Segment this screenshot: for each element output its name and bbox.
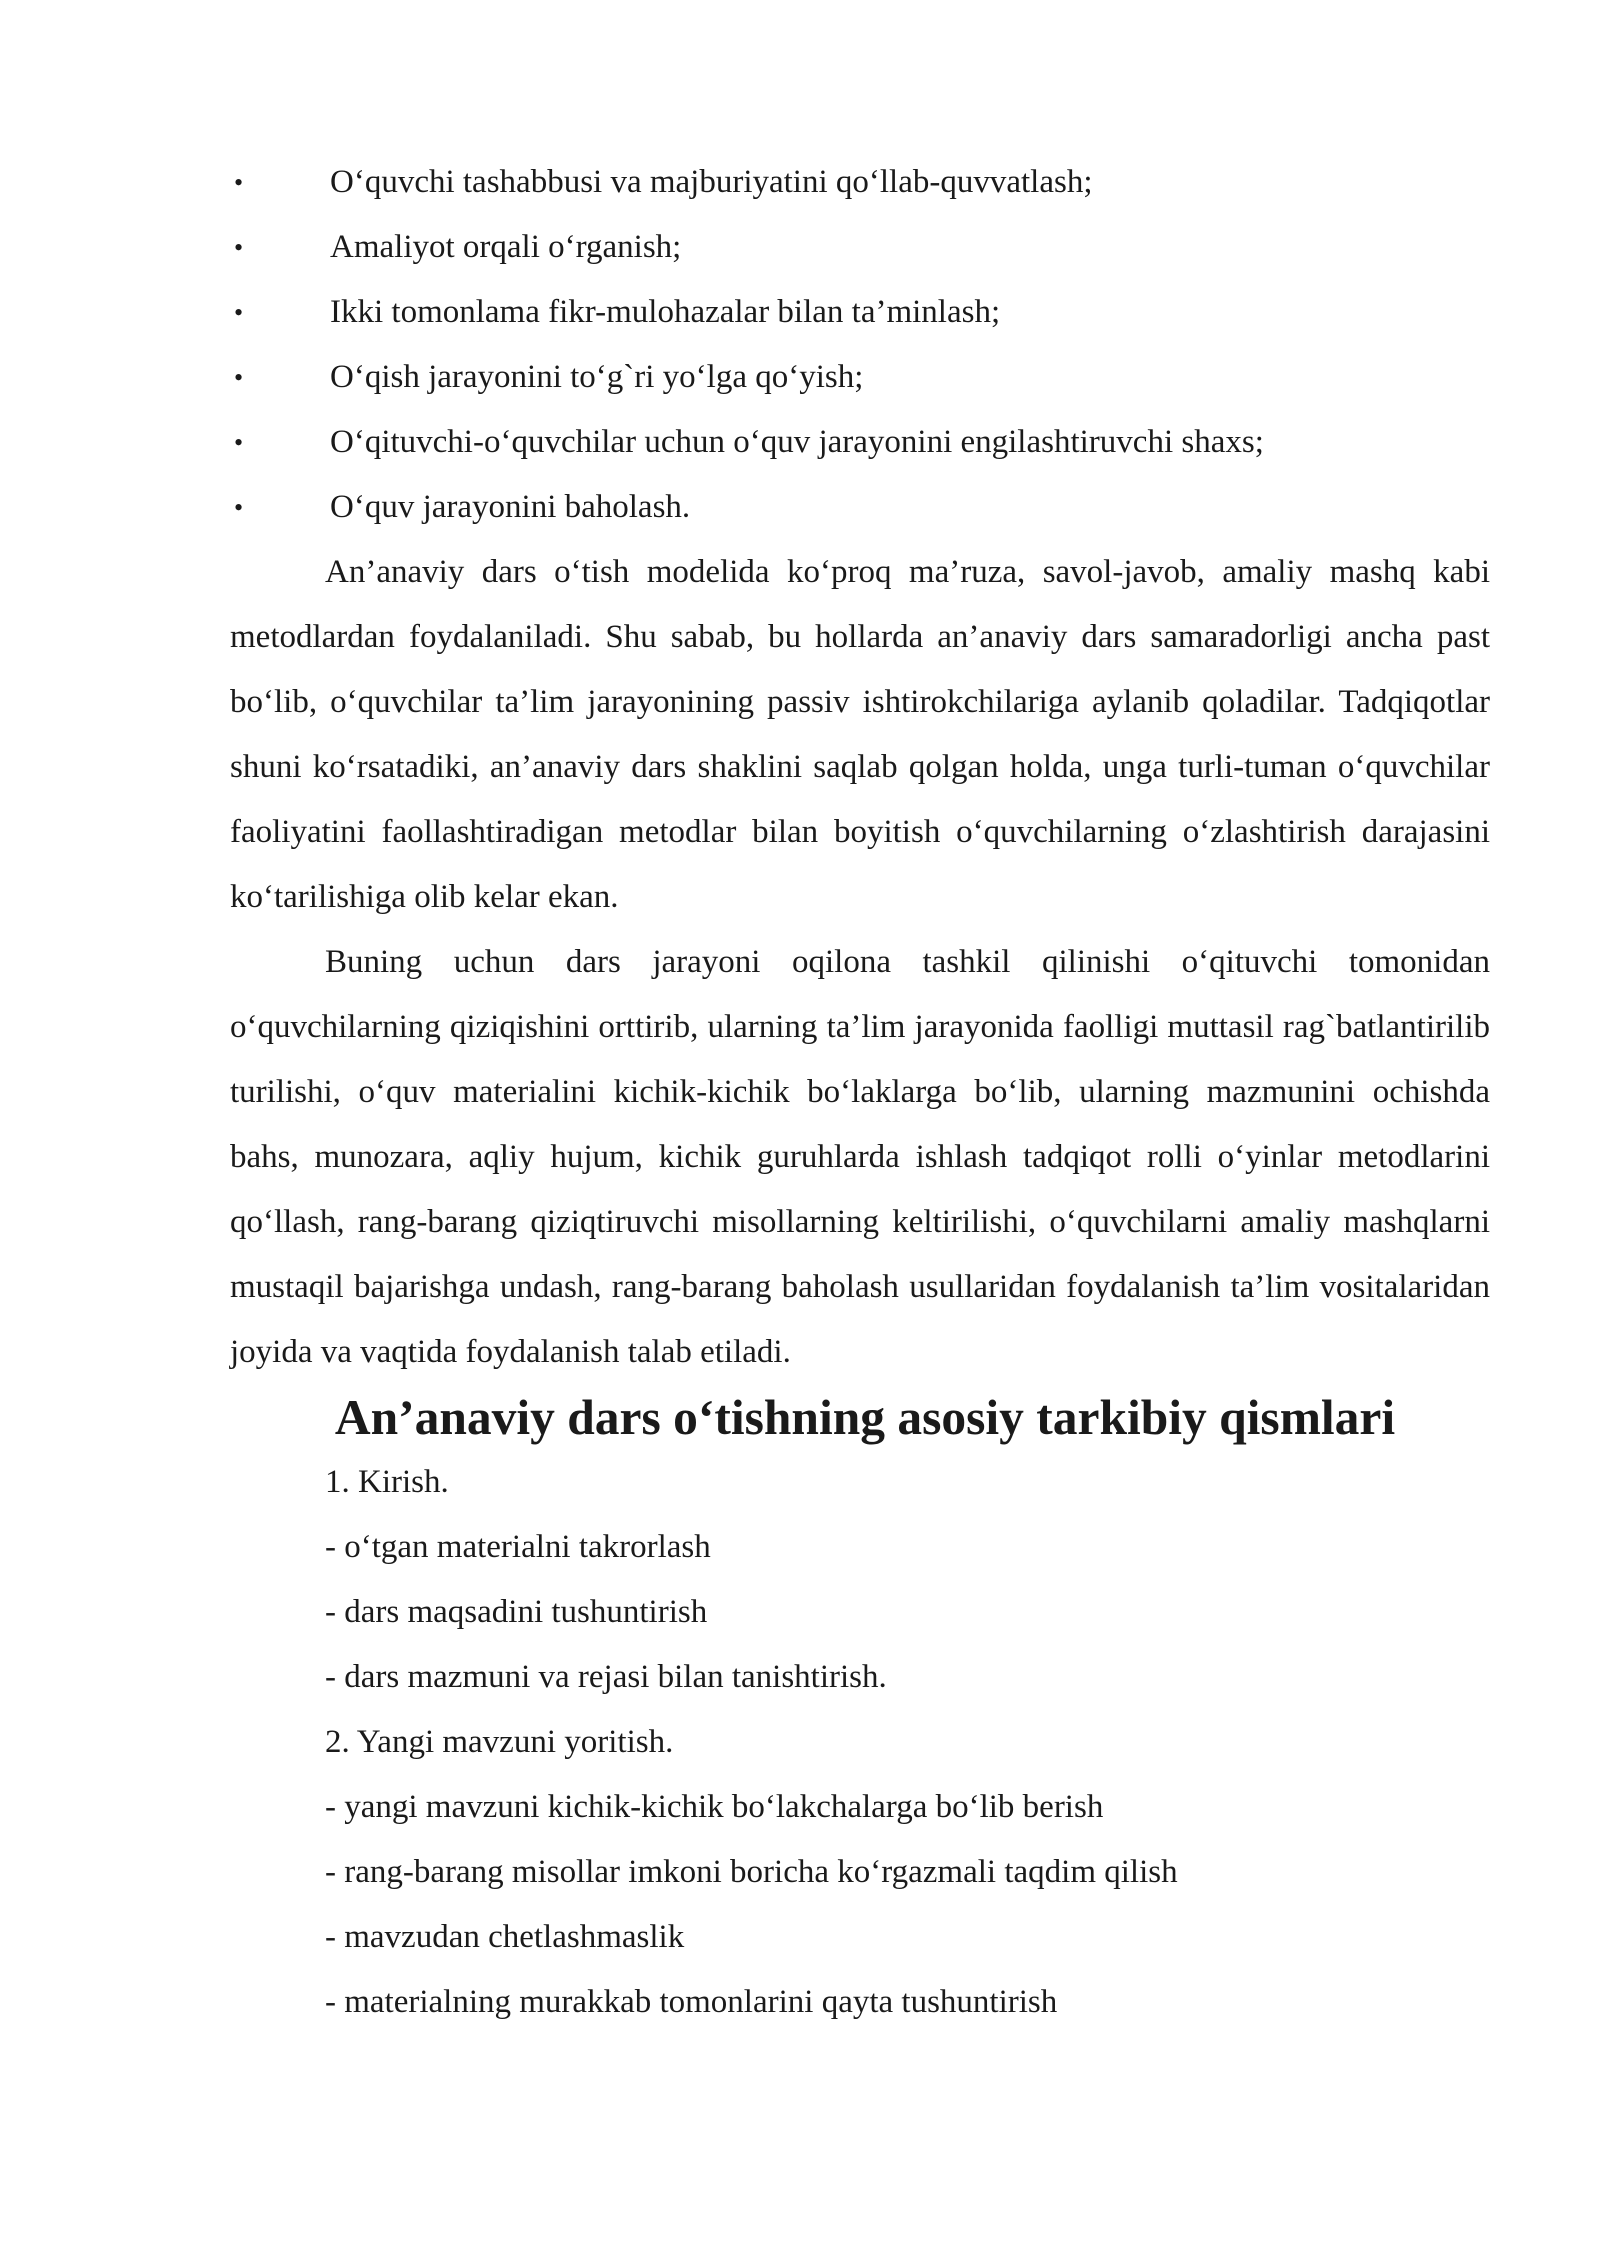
- bullet-item: [140, 215, 1490, 280]
- body-paragraph: An’anaviy dars o‘tish modelida ko‘proq ma’ruza, savol-javob, amaliy mashq kabi metodlardan foydalaniladi. Shu sabab, bu hollarda an’anaviy dars samaradorligi ancha past bo‘lib, o‘quvchilar ta’lim jarayonining passiv ishtirokchilariga aylanib qoladilar. Tadqiqotlar shuni ko‘rsatadiki, an’anaviy dars shaklini saqlab qolgan holda, unga turli-tuman o‘quvchilar faoliyatini faollashtiradigan metodlar bilan boyitish o‘quvchilarning o‘zlashtirish darajasini ko‘tarilishiga olib kelar ekan.: [230, 554, 1490, 915]
- bullet-icon: •: [234, 493, 244, 522]
- bullet-item: [140, 475, 1490, 540]
- list-item: - o‘tgan materialni takrorlash: [325, 1529, 711, 1565]
- bullet-text: O‘quv jarayonini baholash.: [330, 489, 691, 525]
- list-item: - dars mazmuni va rejasi bilan tanishtirish.: [325, 1659, 887, 1695]
- bullet-item: [140, 150, 1490, 215]
- list-item: - dars maqsadini tushuntirish: [325, 1594, 708, 1630]
- bullet-icon: •: [234, 233, 244, 262]
- structure-list: [230, 1450, 1490, 2035]
- list-item: - mavzudan chetlashmaslik: [325, 1919, 685, 1955]
- bullet-item: [140, 410, 1490, 475]
- list-item: - rang-barang misollar imkoni boricha ko‘rgazmali taqdim qilish: [325, 1854, 1178, 1890]
- bullet-text: O‘quvchi tashabbusi va majburiyatini qo‘llab-quvvatlash;: [330, 164, 1093, 200]
- bullet-text: O‘qituvchi-o‘quvchilar uchun o‘quv jarayonini engilashtiruvchi shaxs;: [330, 424, 1264, 460]
- list-item: 1. Kirish.: [325, 1464, 449, 1500]
- body-paragraph: Buning uchun dars jarayoni oqilona tashkil qilinishi o‘qituvchi tomonidan o‘quvchilarning qiziqishini orttirib, ularning ta’lim jarayonida faolligi muttasil rag`batlantirilib turilishi, o‘quv materialini kichik-kichik bo‘laklarga bo‘lib, ularning mazmunini ochishda bahs, munozara, aqliy hujum, kichik guruhlarda ishlash tadqiqot rolli o‘yinlar metodlarini qo‘llash, rang-barang qiziqtiruvchi misollarning keltirilishi, o‘quvchilarni amaliy mashqlarni mustaqil bajarishga undash, rang-barang baholash usullaridan foydalanish ta’lim vositalaridan joyida va vaqtida foydalanish talab etiladi.: [230, 944, 1490, 1370]
- bullet-item: [140, 280, 1490, 345]
- bullet-icon: •: [234, 298, 244, 327]
- list-item: - yangi mavzuni kichik-kichik bo‘lakchalarga bo‘lib berish: [325, 1789, 1104, 1825]
- bullet-icon: •: [234, 363, 244, 392]
- bullet-icon: •: [234, 428, 244, 457]
- bullet-text: O‘qish jarayonini to‘g`ri yo‘lga qo‘yish;: [330, 359, 864, 395]
- section-heading: An’anaviy dars o‘tishning asosiy tarkibiy qismlari: [334, 1390, 1396, 1445]
- bullet-text: Ikki tomonlama fikr-mulohazalar bilan ta’minlash;: [330, 294, 1001, 330]
- list-item: 2. Yangi mavzuni yoritish.: [325, 1724, 674, 1760]
- bullet-icon: •: [234, 168, 244, 197]
- bullet-text: Amaliyot orqali o‘rganish;: [330, 229, 682, 265]
- bullet-list: [230, 150, 1490, 540]
- list-item: - materialning murakkab tomonlarini qayta tushuntirish: [325, 1984, 1058, 2020]
- bullet-item: [140, 345, 1490, 410]
